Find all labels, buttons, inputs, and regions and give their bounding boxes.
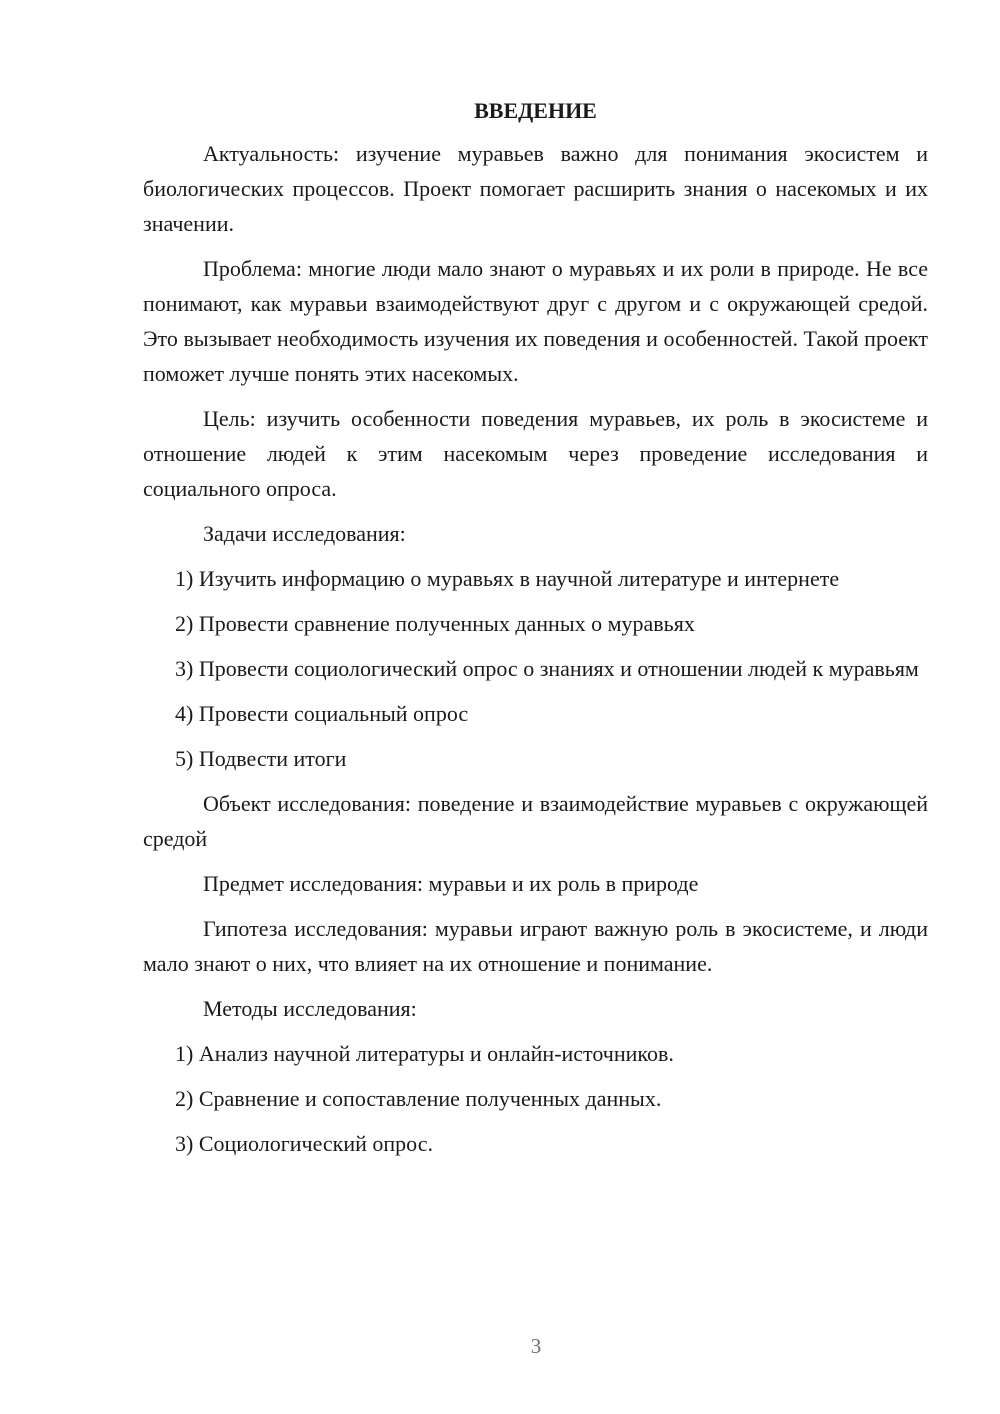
relevance-paragraph: Актуальность: изучение муравьев важно для понимания экосистем и биологических процессов. Проект помогает расширить знания о насекомых и их значении. <box>143 141 928 236</box>
goal-paragraph: Цель: изучить особенности поведения муравьев, их роль в экосистеме и отношение людей к этим насекомым через проведение исследования и социального опроса. <box>143 406 928 501</box>
subject-paragraph: Предмет исследования: муравьи и их роль в природе <box>203 871 699 896</box>
page-content <box>143 96 928 1171</box>
tasks-heading: Задачи исследования: <box>203 521 406 546</box>
page-title: ВВЕДЕНИЕ <box>474 98 597 123</box>
hypothesis-paragraph: Гипотеза исследования: муравьи играют важную роль в экосистеме, и люди мало знают о них, что влияет на их отношение и понимание. <box>143 916 928 976</box>
page-number: 3 <box>530 1334 542 1358</box>
method-item: 3) Социологический опрос. <box>175 1131 433 1156</box>
task-item: 2) Провести сравнение полученных данных о муравьях <box>175 611 695 636</box>
problem-paragraph: Проблема: многие люди мало знают о муравьях и их роли в природе. Не все понимают, как муравьи взаимодействуют друг с другом и с окружающей средой. Это вызывает необходимость изучения их поведения и особенностей. Такой проект поможет лучше понять этих насекомых. <box>143 256 928 386</box>
task-item: 5) Подвести итоги <box>175 746 347 771</box>
object-paragraph: Объект исследования: поведение и взаимодействие муравьев с окружающей средой <box>143 791 928 851</box>
task-item: 3) Провести социологический опрос о знаниях и отношении людей к муравьям <box>175 656 919 681</box>
method-item: 2) Сравнение и сопоставление полученных данных. <box>175 1086 662 1111</box>
methods-heading: Методы исследования: <box>203 996 417 1021</box>
task-item: 1) Изучить информацию о муравьях в научной литературе и интернете <box>175 566 840 591</box>
task-item: 4) Провести социальный опрос <box>175 701 469 726</box>
method-item: 1) Анализ научной литературы и онлайн-источников. <box>175 1041 674 1066</box>
